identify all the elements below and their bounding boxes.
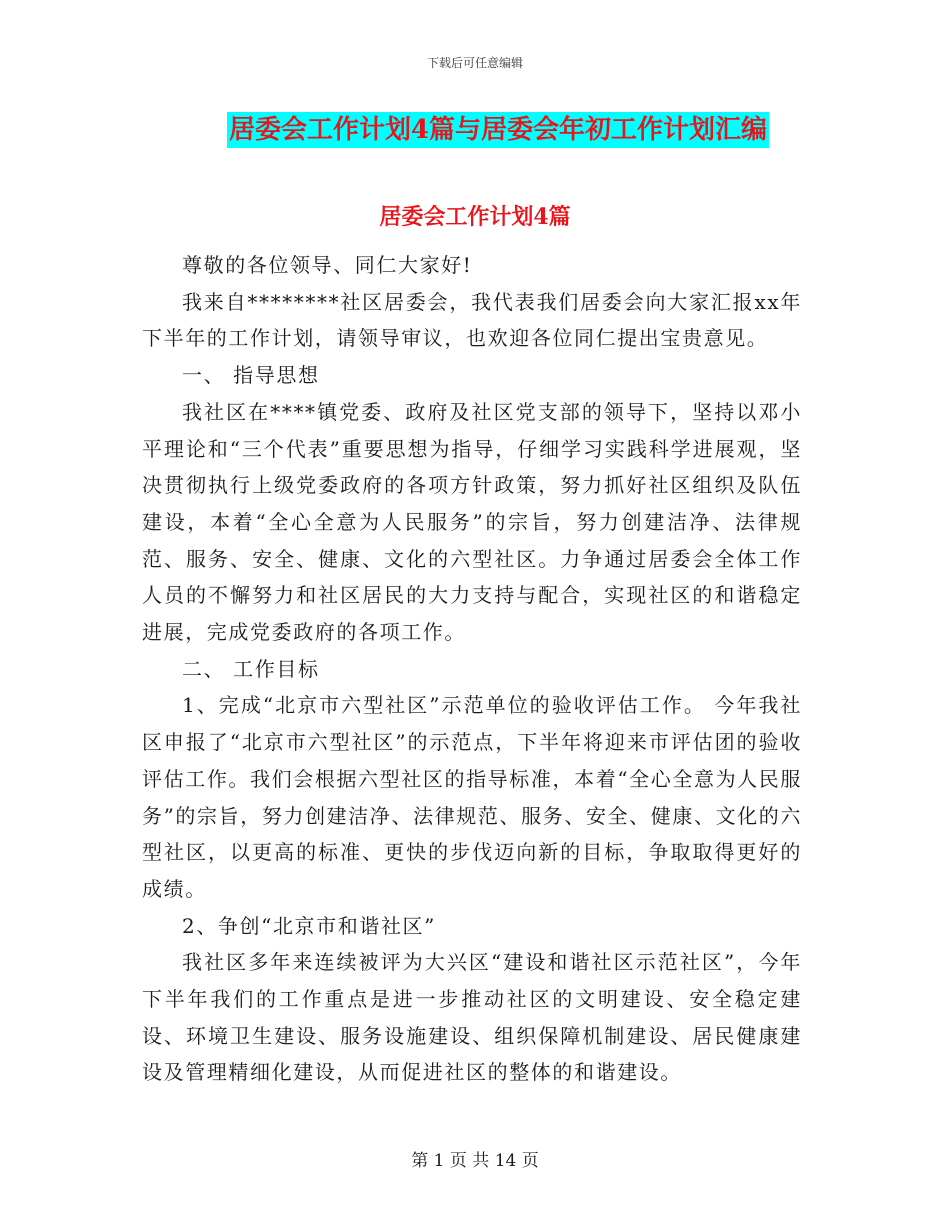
document-body [142,247,802,1091]
paragraph-greeting: 尊敬的各位领导、同仁大家好! [182,253,473,277]
heading-goal-2: 2、争创“北京市和谐社区” [182,913,436,938]
document-title [0,112,950,148]
paragraph-guiding-ideology: 我社区在****镇党委、政府及社区党支部的领导下，坚持以邓小平理论和“三个代表”重要思想为指导，仔细学习实践科学进展观，坚决贯彻执行上级党委政府的各项方针政策，努力抓好社区组织及队伍建设，本着“全心全意为人民服务”的宗旨，努力创建洁净、法律规范、服务、安全、健康、文化的六型社区。力争通过居委会全体工作人员的不懈努力和社区居民的大力支持与配合，实现社区的和谐稳定进展，完成党委政府的各项工作。 [142,399,802,645]
page-footer: 第 1 页 共 14 页 [411,1151,539,1171]
heading-work-goals: 二、 工作目标 [182,656,320,681]
paragraph-goal-1: 1、完成“北京市六型社区”示范单位的验收评估工作。 今年我社区申报了“北京市六型社区”的示范点，下半年将迎来市评估团的验收评估工作。我们会根据六型社区的指导标准，本着“全心全意为人民服务”的宗旨，努力创建洁净、法律规范、服务、安全、健康、文化的六型社区，以更高的标准、更快的步伐迈向新的目标，争取取得更好的成绩。 [142,693,802,901]
header-note: 下载后可任意编辑 [426,56,523,70]
section-title: 居委会工作计划4篇 [379,204,571,230]
paragraph-goal-2: 我社区多年来连续被评为大兴区“建设和谐社区示范社区”，今年下半年我们的工作重点是进一步推动社区的文明建设、安全稳定建设、环境卫生建设、服务设施建设、组织保障机制建设、居民健康建设及管理精细化建设，从而促进社区的整体的和谐建设。 [142,950,802,1085]
document-title-text: 居委会工作计划4篇与居委会年初工作计划汇编 [227,112,769,148]
paragraph-intro: 我来自********社区居委会，我代表我们居委会向大家汇报xx年下半年的工作计划，请领导审议，也欢迎各位同仁提出宝贵意见。 [142,289,802,351]
heading-guiding-ideology: 一、 指导思想 [182,363,320,388]
